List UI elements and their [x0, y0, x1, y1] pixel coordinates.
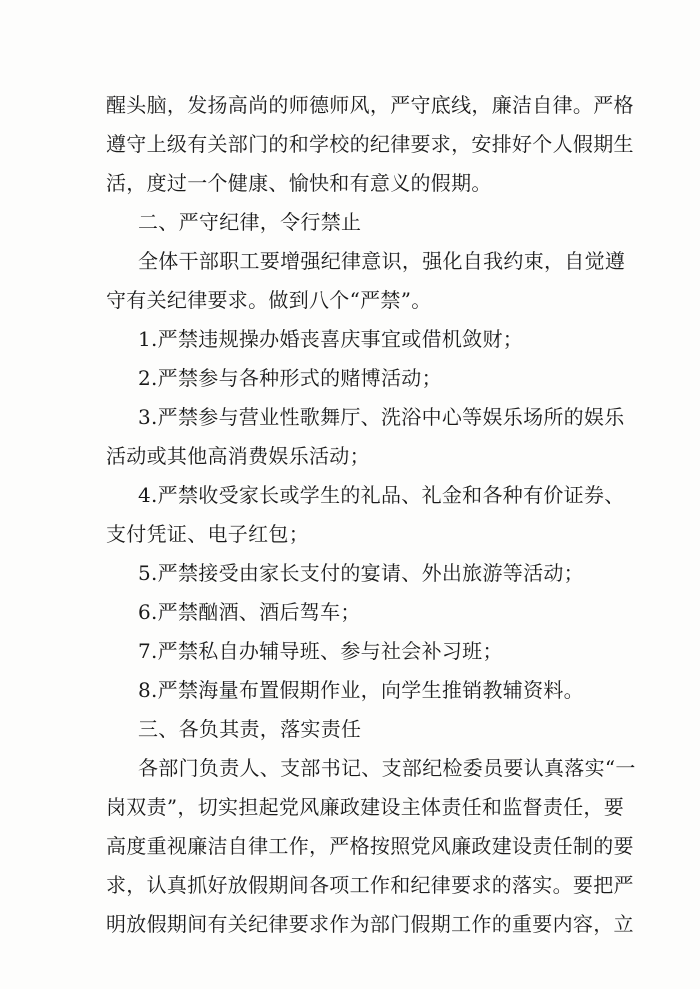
- paragraph-line: 遵守上级有关部门的和学校的纪律要求，安排好个人假期生: [106, 132, 634, 156]
- list-item-continuation: 活动或其他高消费娱乐活动；: [106, 444, 370, 468]
- list-item: 2.严禁参与各种形式的赌博活动；: [138, 366, 442, 390]
- paragraph-line: 活，度过一个健康、愉快和有意义的假期。: [106, 171, 492, 195]
- paragraph-line: 明放假期间有关纪律要求作为部门假期工作的重要内容，立: [106, 912, 634, 936]
- list-item: 6.严禁酗酒、酒后驾车；: [138, 600, 361, 624]
- list-item: 3.严禁参与营业性歌舞厅、洗浴中心等娱乐场所的娱乐: [138, 405, 625, 429]
- paragraph-line: 全体干部职工要增强纪律意识，强化自我约束，自觉遵: [138, 249, 626, 273]
- list-item: 7.严禁私自办辅导班、参与社会补习班；: [138, 639, 503, 663]
- document-body: [106, 86, 636, 944]
- paragraph-line: 守有关纪律要求。做到八个“严禁”。: [106, 288, 432, 312]
- section-heading: 三、各负其责，落实责任: [138, 717, 362, 741]
- paragraph-line: 岗双责”，切实担起党风廉政建设主体责任和监督责任，要: [106, 795, 625, 819]
- paragraph-line: 醒头脑，发扬高尚的师德师风，严守底线，廉洁自律。严格: [106, 93, 634, 117]
- section-heading: 二、严守纪律，令行禁止: [138, 210, 362, 234]
- paragraph-line: 各部门负责人、支部书记、支部纪检委员要认真落实“一: [138, 756, 636, 780]
- list-item: 5.严禁接受由家长支付的宴请、外出旅游等活动；: [138, 561, 584, 585]
- list-item: 8.严禁海量布置假期作业，向学生推销教辅资料。: [138, 678, 584, 702]
- list-item: 1.严禁违规操办婚丧喜庆事宜或借机敛财；: [138, 327, 524, 351]
- paragraph-line: 求，认真抓好放假期间各项工作和纪律要求的落实。要把严: [106, 873, 634, 897]
- list-item-continuation: 支付凭证、电子红包；: [106, 522, 309, 546]
- paragraph-line: 高度重视廉洁自律工作，严格按照党风廉政建设责任制的要: [106, 834, 634, 858]
- list-item: 4.严禁收受家长或学生的礼品、礼金和各种有价证券、: [138, 483, 625, 507]
